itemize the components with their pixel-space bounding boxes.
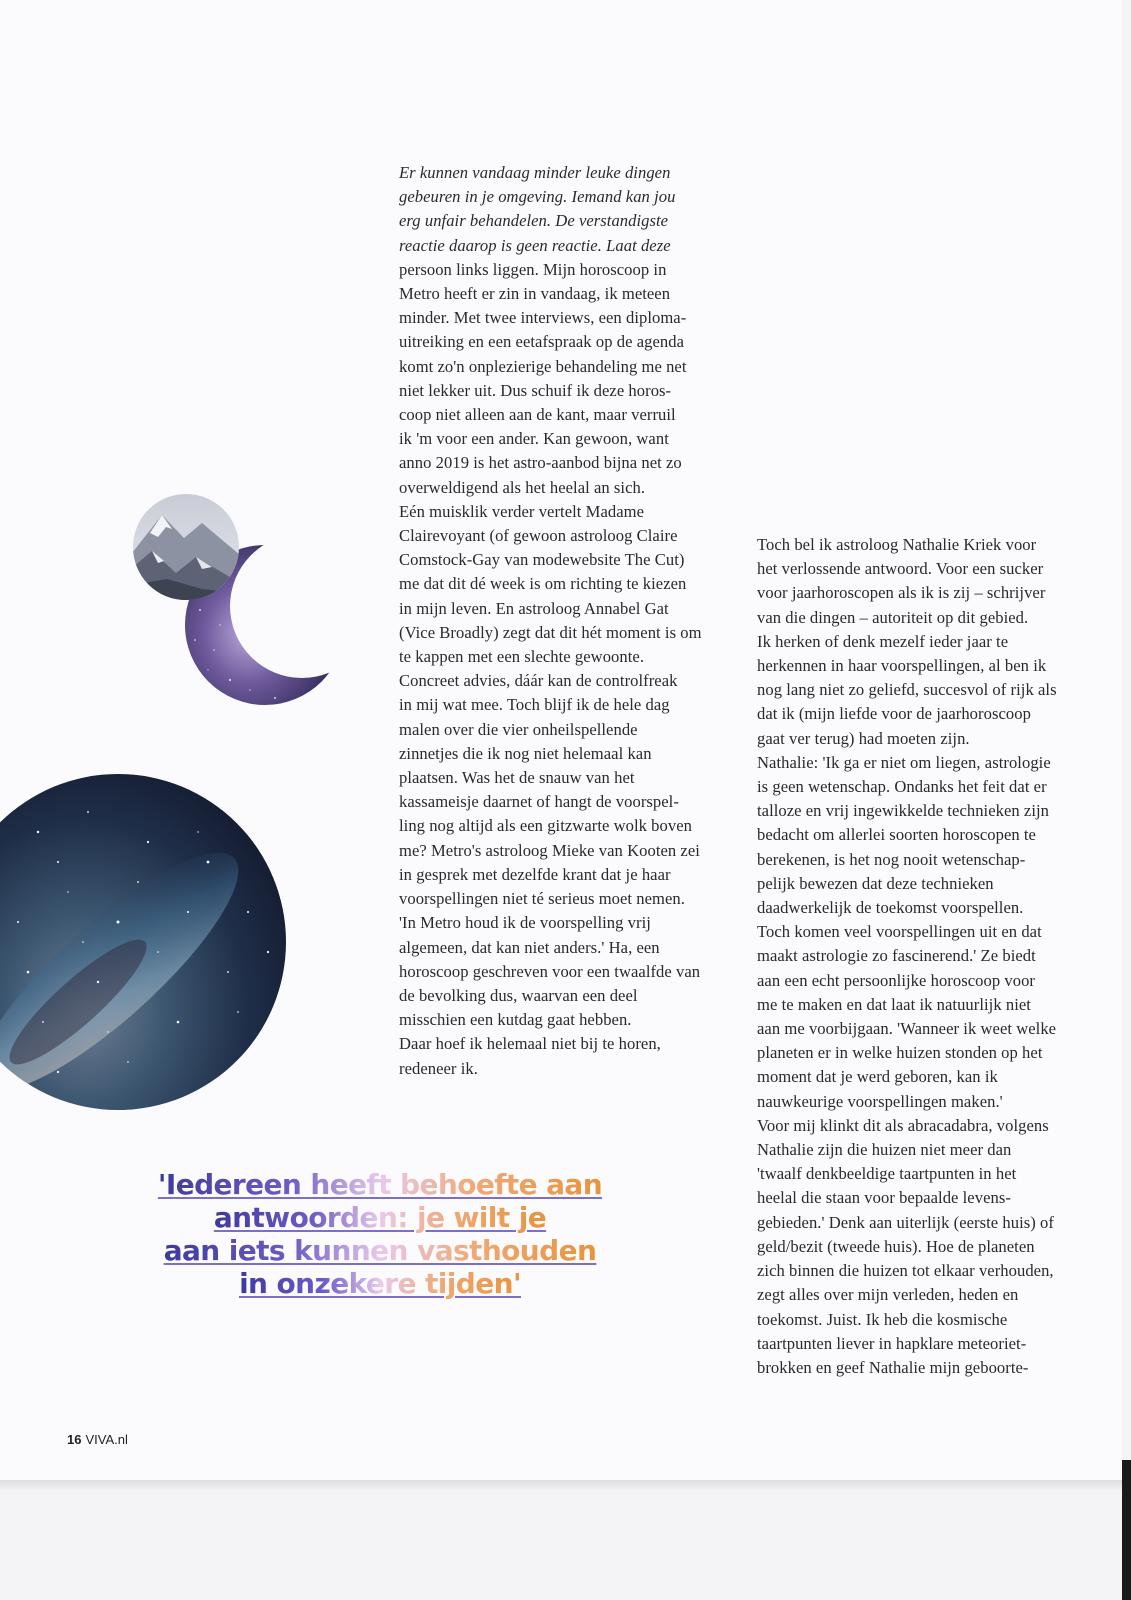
text-line: pelijk bewezen dat deze technieken xyxy=(757,873,994,893)
text-line: aan een echt persoonlijke horoscoop voor xyxy=(757,970,1036,990)
text-line: het verlossende antwoord. Voor een sucker xyxy=(757,559,1044,579)
text-line: Daar hoef ik helemaal niet bij te horen, xyxy=(399,1034,661,1054)
text-line: voor jaarhoroscopen als ik is zij – schrijver xyxy=(757,583,1046,603)
text-line: Concreet advies, dáár kan de controlfreak xyxy=(399,671,678,691)
text-line: gebieden.' Denk aan uiterlijk (eerste huis) of xyxy=(757,1212,1054,1232)
text-line: in mij wat mee. Toch blijf ik de hele dag xyxy=(399,695,670,715)
text-line: maakt astrologie zo fascinerend.' Ze biedt xyxy=(757,946,1036,966)
text-line: Clairevoyant (of gewoon astroloog Claire xyxy=(399,526,678,546)
text-line: Toch komen veel voorspellingen uit en dat xyxy=(757,922,1042,942)
site-name: VIVA.nl xyxy=(85,1432,128,1447)
text-line: Eén muisklik verder vertelt Madame xyxy=(399,501,644,521)
pull-quote-line xyxy=(150,1168,610,1201)
mountain-circle-image xyxy=(132,493,240,601)
text-line: is geen wetenschap. Ondanks het feit dat er xyxy=(757,777,1047,797)
pull-quote-text: antwoorden: je wilt je xyxy=(213,1201,547,1234)
text-line: kassameisje daarnet of hangt de voorspel- xyxy=(399,792,679,812)
text-line: aan me voorbijgaan. 'Wanneer ik weet welke xyxy=(757,1019,1057,1039)
pull-quote-line xyxy=(150,1234,610,1267)
text-line: niet lekker uit. Dus schuif ik deze horos- xyxy=(399,380,672,400)
text-line: Er kunnen vandaag minder leuke dingen xyxy=(399,163,671,182)
text-line: erg unfair behandelen. De verstandigste xyxy=(399,211,669,231)
text-line: me dat dit dé week is om richting te kiezen xyxy=(399,574,687,594)
text-line: gaat ver terug) had moeten zijn. xyxy=(757,728,970,748)
text-line: me te maken en dat laat ik natuurlijk niet xyxy=(757,994,1031,1014)
text-line: me? Metro's astroloog Mieke van Kooten zei xyxy=(399,840,700,860)
text-line: Ik herken of denk mezelf ieder jaar te xyxy=(757,631,1009,651)
text-line: ling nog altijd als een gitzwarte wolk boven xyxy=(399,816,692,836)
text-line: Nathalie zijn die huizen niet meer dan xyxy=(757,1140,1012,1160)
text-line: misschien een kutdag gaat hebben. xyxy=(399,1010,632,1030)
text-line: minder. Met twee interviews, een diploma- xyxy=(399,308,687,328)
text-line: planeten er in welke huizen stonden op het xyxy=(757,1043,1043,1063)
text-line: de bevolking dus, waarvan een deel xyxy=(399,985,638,1005)
page-number: 16 xyxy=(67,1432,82,1447)
text-line: (Vice Broadly) zegt dat dit hét moment is om xyxy=(399,622,702,642)
text-line: zegt alles over mijn verleden, heden en xyxy=(757,1285,1019,1305)
pull-quote-text: 'Iedereen heeft behoefte aan xyxy=(157,1168,603,1201)
text-line: coop niet alleen aan de kant, maar verruil xyxy=(399,405,676,425)
pull-quote-text: in onzekere tijden' xyxy=(239,1267,521,1300)
text-line: nauwkeurige voorspellingen maken.' xyxy=(757,1091,1003,1111)
pull-quote-line xyxy=(150,1201,610,1234)
text-line: overweldigend als het heelal an sich. xyxy=(399,477,646,497)
text-line: brokken en geef Nathalie mijn geboorte- xyxy=(757,1357,1029,1377)
text-line: van die dingen – autoriteit op dit gebied. xyxy=(757,607,1029,627)
scan-edge-right xyxy=(1122,1460,1131,1600)
text-line: plaatsen. Was het de snauw van het xyxy=(399,768,635,788)
pull-quote-text: aan iets kunnen vasthouden xyxy=(163,1234,597,1267)
article-column-middle xyxy=(399,161,744,1081)
text-line: toekomst. Juist. Ik heb die kosmische xyxy=(757,1309,1008,1329)
pull-quote-line xyxy=(150,1267,610,1300)
text-line: in mijn leven. En astroloog Annabel Gat xyxy=(399,598,669,618)
text-line: komt zo'n onplezierige behandeling me net xyxy=(399,356,687,376)
text-line: berekenen, is het nog nooit wetenschap- xyxy=(757,849,1026,869)
text-line: anno 2019 is het astro-aanbod bijna net zo xyxy=(399,453,682,473)
text-line: ik 'm voor een ander. Kan gewoon, want xyxy=(399,429,669,449)
text-line: Metro heeft er zin in vandaag, ik meteen xyxy=(399,284,671,304)
text-line: gebeuren in je omgeving. Iemand kan jou xyxy=(399,187,676,207)
text-line: Comstock-Gay van modewebsite The Cut) xyxy=(399,550,685,570)
pull-quote xyxy=(150,1168,610,1300)
text-line: bedacht om allerlei soorten horoscopen te xyxy=(757,825,1036,845)
text-line: talloze en vrij ingewikkelde technieken zijn xyxy=(757,801,1050,821)
text-line: te kappen met een slechte gewoonte. xyxy=(399,647,645,667)
text-line: Toch bel ik astroloog Nathalie Kriek voor xyxy=(757,535,1037,554)
text-line: Voor mij klinkt dit als abracadabra, volgens xyxy=(757,1115,1049,1135)
text-line: nog lang niet zo geliefd, succesvol of rijk als xyxy=(757,680,1057,700)
text-line: in gesprek met dezelfde krant dat je haar xyxy=(399,864,671,884)
text-line: dat ik (mijn liefde voor de jaarhoroscoop xyxy=(757,704,1031,724)
text-line: 'twaalf denkbeeldige taartpunten in het xyxy=(757,1164,1017,1184)
text-line: zinnetjes die ik nog niet helemaal kan xyxy=(399,743,652,763)
text-line: persoon links liggen. Mijn horoscoop in xyxy=(399,259,667,279)
text-line: moment dat je werd geboren, kan ik xyxy=(757,1067,998,1087)
text-line: uitreiking en een eetafspraak op de agenda xyxy=(399,332,684,352)
text-line: voorspellingen niet té serieus moet nemen. xyxy=(399,889,685,909)
article-column-right xyxy=(757,533,1107,1380)
text-line: heelal die staan voor bepaalde levens- xyxy=(757,1188,1011,1208)
text-line: algemeen, dat kan niet anders.' Ha, een xyxy=(399,937,660,957)
text-line: malen over die vier onheilspellende xyxy=(399,719,638,739)
text-line: zich binnen die huizen tot elkaar verhouden, xyxy=(757,1261,1054,1281)
text-line: Nathalie: 'Ik ga er niet om liegen, astrologie xyxy=(757,752,1051,772)
text-line: 'In Metro houd ik de voorspelling vrij xyxy=(399,913,651,933)
text-line: geld/bezit (tweede huis). Hoe de planeten xyxy=(757,1236,1035,1256)
scan-edge-bottom xyxy=(0,1480,1131,1490)
text-line: taartpunten liever in hapklare meteoriet- xyxy=(757,1333,1027,1353)
text-line: herkennen in haar voorspellingen, al ben ik xyxy=(757,656,1047,676)
text-line: redeneer ik. xyxy=(399,1058,478,1078)
text-line: reactie daarop is geen reactie. Laat deze xyxy=(399,235,671,255)
text-line: daadwerkelijk de toekomst voorspellen. xyxy=(757,898,1024,918)
text-line: horoscoop geschreven voor een twaalfde van xyxy=(399,961,701,981)
page-footer xyxy=(67,1432,128,1447)
milky-way-circle-image xyxy=(0,772,288,1112)
